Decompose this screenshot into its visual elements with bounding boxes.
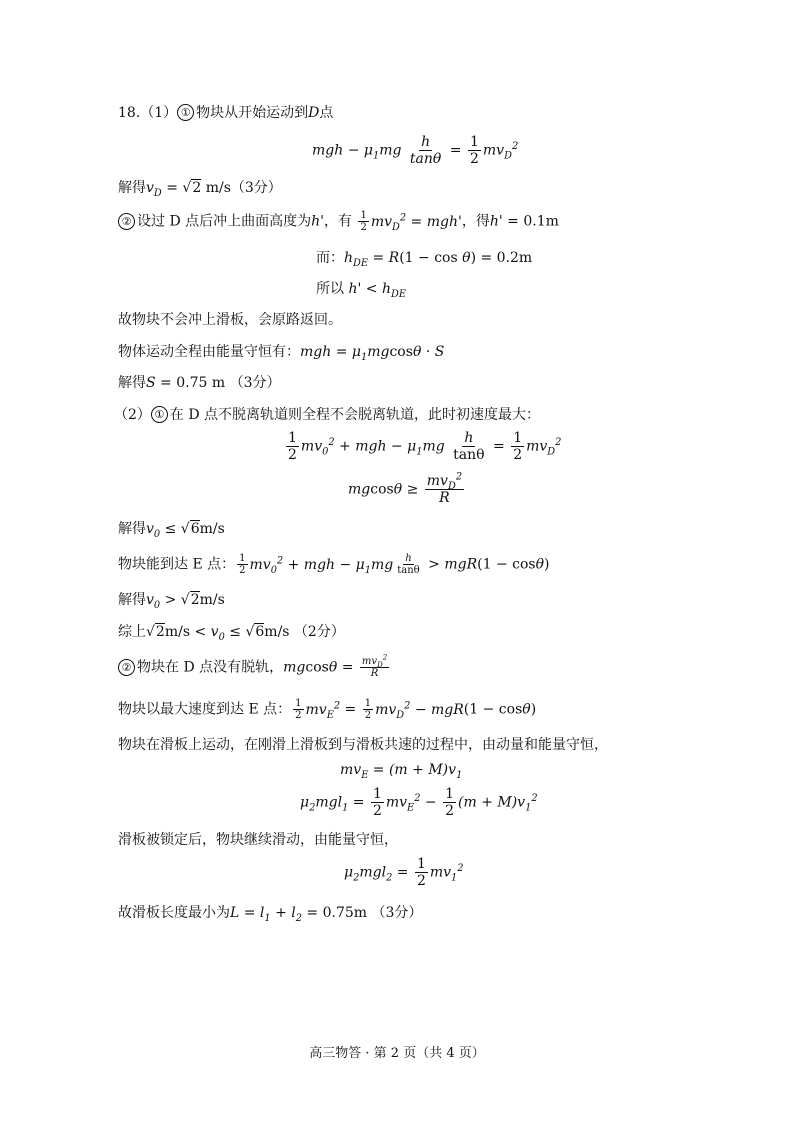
energy-conservation-line: 物体运动全程由能量守恒有：mgh = $\mu_1mgcos\theta \cdot S$	[118, 344, 445, 363]
v0-min-result: 解得$v_0 > √2m/s$	[118, 592, 225, 611]
q18-part2-heading: （2） ① 在 D 点不脱离轨道则全程不会脱离轨道，此时初速度最大：	[114, 407, 541, 423]
max-speed-E-line: 物块以最大速度到达 E 点： $\frac{1}{2}$ $mv_E^2$ = $\frac{1}{2}$ $mv_D^2 - mgR(1 - \cos\theta)$	[118, 698, 537, 721]
q18-height-line: ② 设过 D 点后冲上曲面高度为h'，有 $\frac{1}{2}$ $mv_D^2 = mgh'$，得h' = 0.1m	[118, 210, 559, 233]
q18-part1-heading: 18.（1） ① 物块从开始运动到D点	[118, 105, 334, 121]
lock-energy-equation: $\mu_2mgl_2$ = $\frac{1}{2}$ $mv_1^2$	[344, 856, 464, 889]
not-slide-line: 故物块不会冲上滑板，会原路返回。	[118, 312, 342, 328]
momentum-equation: $mv_E = (m + M)v_1$	[340, 762, 463, 781]
v0-range-summary: 综上$√2m/s < v_0 \le √6m/s$ （2分）	[118, 624, 345, 643]
final-length-result: 故滑板长度最小为$L = l_1 + l_2 = 0.75m$ （3分）	[118, 905, 423, 924]
equation-centripetal: mgcosθ ≥ $\frac{mv_D^2}{R}$	[348, 471, 463, 506]
h-compare: 所以 $h' < h_{DE}$	[316, 281, 407, 300]
slide-energy-equation: $\mu_2mgl_1$ = $\frac{1}{2}$ $mv_E^2$ − $\frac{1}{2}$ $(m + M)v_1^2$	[300, 786, 538, 819]
reach-E-line: 物块能到达 E 点： $\frac{1}{2}$ $mv_0^2$ + mgh − $\mu_1mg$ $\frac{h}{\tan\theta}$ > mgR(1 − cosθ)	[118, 553, 550, 576]
page-footer: 高三物答 · 第 2 页（共 4 页）	[309, 1046, 485, 1061]
lock-intro-line: 滑板被锁定后，物块继续滑动，由能量守恒，	[118, 832, 398, 848]
equation-energy-v0: $\frac{1}{2}$ $mv_0^2$ + mgh − $\mu_1mg$ $\frac{h}{\tan\theta}$ = $\frac{1}{2}$ $mv_D^2$	[288, 430, 562, 463]
hDE-equation: 而：$h_{DE} = R(1 - \cos \theta) = 0.2m$	[316, 250, 533, 269]
S-result: 解得S = 0.75 m （3分）	[118, 375, 281, 391]
slide-intro-line: 物块在滑板上运动，在刚滑上滑板到与滑板共速的过程中，由动量和能量守恒，	[118, 737, 608, 753]
v0-max-result: 解得$v_0 \le √6m/s$	[118, 521, 225, 540]
equation-energy-D: mgh − $\mu_1mg$ $\frac{h}{\tan\theta}$ = $\frac{1}{2}$ $mv_D^2$	[312, 134, 519, 167]
q18-part2b-heading: ② 物块在 D 点没有脱轨，mgcosθ = $\frac{mv_D^2}{R}$	[118, 656, 391, 679]
vD-result: 解得$v_D = √2$ m/s（3分）	[118, 180, 282, 199]
